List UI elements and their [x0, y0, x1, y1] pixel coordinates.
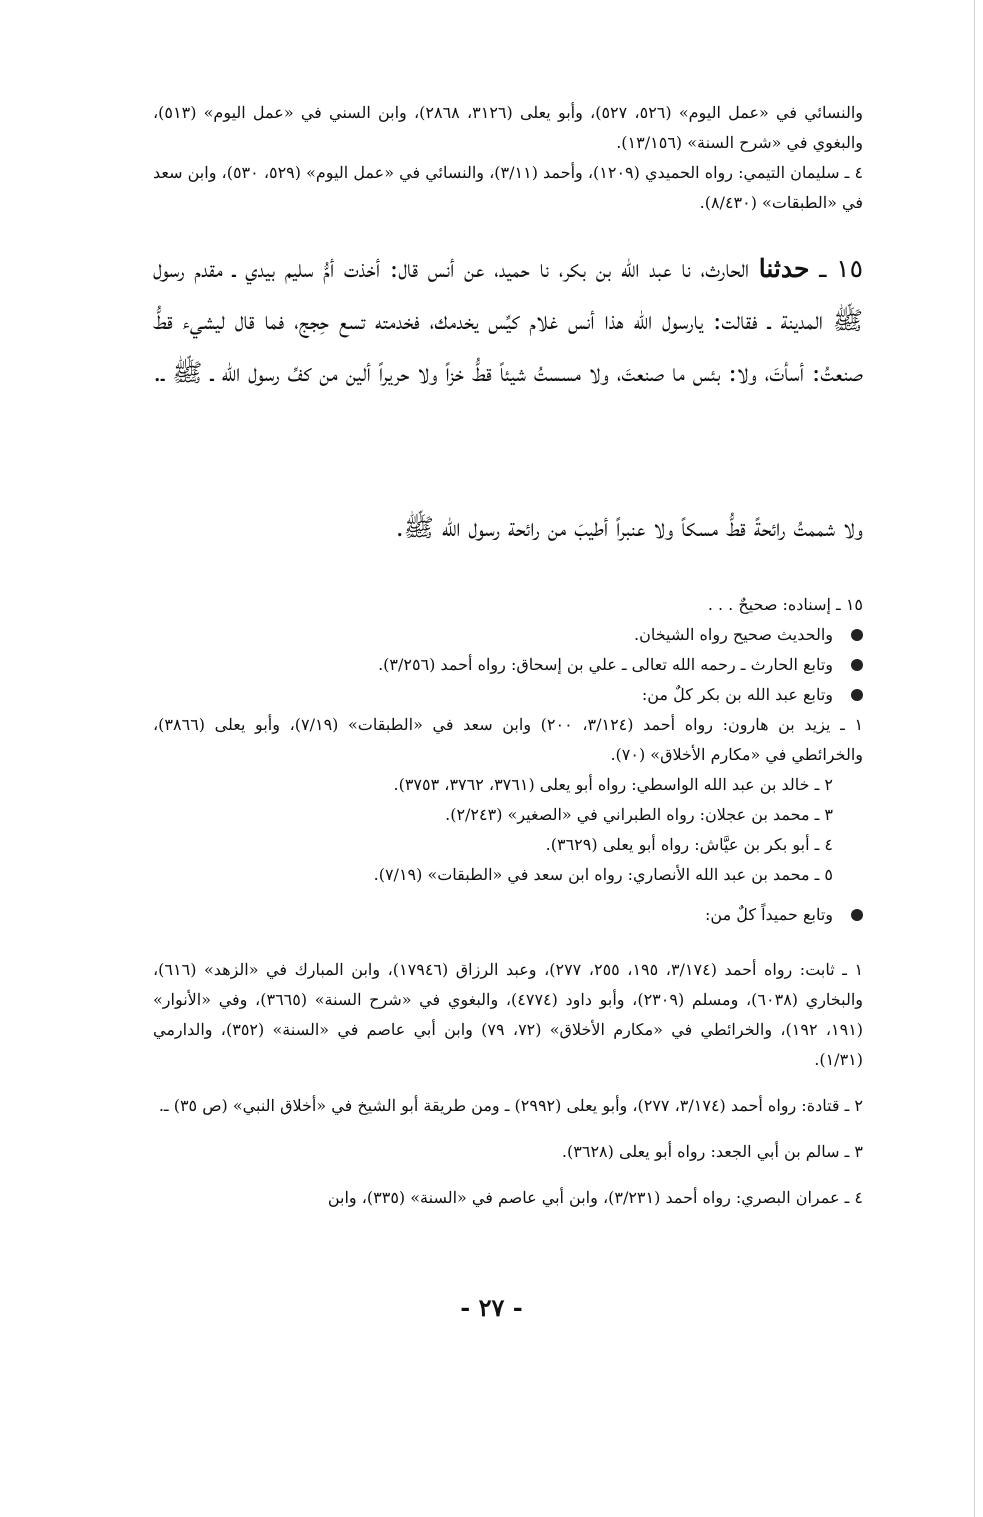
footnote-line: والنسائي في «عمل اليوم» (٥٢٦، ٥٢٧)، وأبو يعلى (٣١٢٦، ٢٨٦٨)، وابن السني في «عمل اليوم» (٥١٣)، والبغوي في «شرح السنة» (١٣/١٥٦). [153, 103, 864, 152]
hadith-text [153, 243, 863, 399]
footnote-line: ٤ ـ سليمان التيمي: رواه الحميدي (١٢٠٩)، وأحمد (٣/١١)، والنسائي في «عمل اليوم» (٥٢٩، ٥٣٠)، وابن سعد في «الطبقات» (٨/٤٣٠). [153, 163, 864, 212]
hadith-block [153, 243, 863, 399]
hadith-number: ١٥ ـ [819, 254, 863, 283]
top-footnotes [153, 98, 863, 218]
bullet-text: وتابع الحارث ـ رحمه الله تعالى ـ علي بن إسحاق: رواه أحمد (٣/٢٥٦). [378, 655, 833, 674]
bullet-icon [851, 689, 863, 701]
bullet-icon [851, 629, 863, 641]
list2-item: ٣ ـ سالم بن أبي الجعد: رواه أبو يعلى (٣٦٢٨). [561, 1142, 863, 1161]
list1-item: ٣ ـ محمد بن عجلان: رواه الطبراني في «الصغير» (٢/٢٤٣). [445, 805, 833, 824]
bullet-item [153, 650, 863, 680]
bullet-item [153, 680, 863, 710]
hadith-keyword: حدثنا [758, 254, 810, 283]
list1-item: ١ ـ يزيد بن هارون: رواه أحمد (٣/١٢٤، ٢٠٠) وابن سعد في «الطبقات» (٧/١٩)، وأبو يعلى (٣٨٦٦)، والخرائطي في «مكارم الأخلاق» (٧٠). [153, 715, 864, 764]
bullet-text: وتابع عبد الله بن بكر كلٌ من: [641, 685, 833, 704]
bullet-icon [851, 909, 863, 921]
bullet-text: والحديث صحيح رواه الشيخان. [633, 625, 833, 644]
list1-item: ٥ ـ محمد بن عبد الله الأنصاري: رواه ابن سعد في «الطبقات» (٧/١٩). [373, 865, 833, 884]
hadith-addendum [153, 502, 863, 554]
list1-item: ٢ ـ خالد بن عبد الله الواسطي: رواه أبو يعلى (٣٧٦١، ٣٧٦٢، ٣٧٥٣). [393, 775, 833, 794]
list1-item: ٤ ـ أبو بكر بن عيَّاش: رواه أبو يعلى (٣٦٢٩). [545, 835, 833, 854]
list2-item: ٤ ـ عمران البصري: رواه أحمد (٣/٢٣١)، وابن أبي عاصم في «السنة» (٣٣٥)، وابن [327, 1188, 863, 1207]
hadith-body: الحارث، نا عبد الله بن بكر، نا حميد، عن أنس قال: أخذت أمُّ سليم بيدي ـ مقدم رسول ﷺ المدينة ـ فقالت: يارسول الله هذا أنس غلام كيِّس يخدمك، فخدمته تسع حِجج، فما قال ليشيء قطُّ صنعتُ: أسأتَ، ولا: بئس ما صنعتَ، ولا مسستُ شيئاً قطُّ خزاً ولا حريراً ألين من كفِّ رسول الله ـ ﷺ ـ. [153, 254, 863, 387]
bullet-icon [851, 659, 863, 671]
bullet-text: وتابع حميداً كلٌ من: [705, 905, 833, 924]
scan-edge-line [974, 0, 975, 1517]
isnad-note: ١٥ ـ إسناده: صحيحٌ . . . [707, 595, 863, 614]
list2-item: ٢ ـ قتادة: رواه أحمد (٣/١٧٤، ٢٧٧)، وأبو يعلى (٢٩٩٢) ـ ومن طريقة أبو الشيخ في «أخلاق النبي» (ص ٣٥) ـ. [158, 1096, 863, 1115]
bullet-item [153, 900, 863, 930]
list2-item: ١ ـ ثابت: رواه أحمد (٣/١٧٤، ١٩٥، ٢٥٥، ٢٧٧)، وعبد الرزاق (١٧٩٤٦)، وابن المبارك في «الزهد» (٦١٦)، والبخاري (٦٠٣٨)، ومسلم (٢٣٠٩)، وأبو داود (٤٧٧٤)، والبغوي في «شرح السنة» (٣٦٦٥)، وفي «الأنوار» (١٩١، ١٩٢)، والخرائطي في «مكارم الأخلاق» (٧٢، ٧٩) وابن أبي عاصم في «السنة» (٣٥٢)، والدارمي (١/٣١). [153, 960, 864, 1069]
notes-section [153, 590, 863, 890]
notes-section-2 [153, 900, 863, 930]
list2-block [153, 955, 863, 1213]
hadith-text-2: ولا شممتُ رائحةً قطُّ مسكاً ولا عنبراً أطيبَ من رائحة رسول الله ﷺ. [395, 513, 863, 542]
bullet-item [153, 620, 863, 650]
page-number: - ٢٧ - [460, 1293, 523, 1322]
